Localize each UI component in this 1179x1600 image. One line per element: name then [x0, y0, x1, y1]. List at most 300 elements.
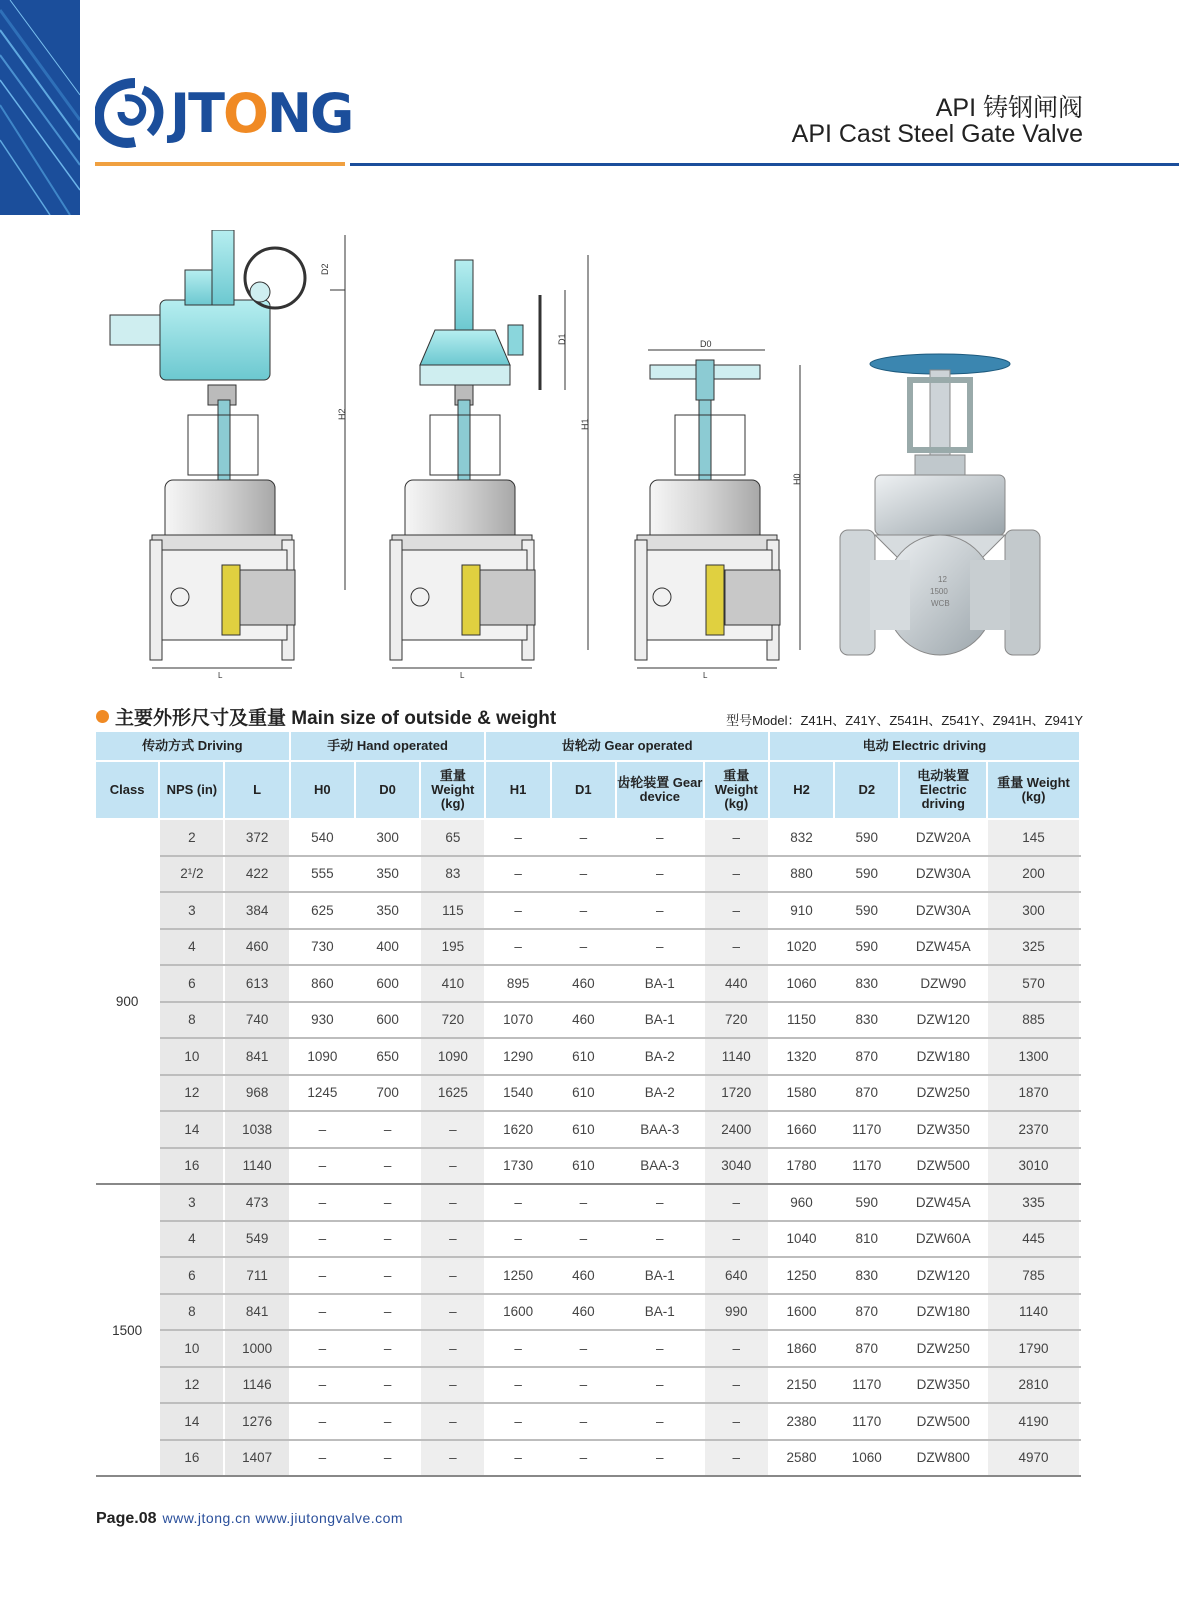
table-cell: 460 — [551, 965, 616, 1002]
group-driving: 传动方式 Driving — [96, 732, 290, 761]
section-title: 主要外形尺寸及重量 Main size of outside & weight — [96, 703, 556, 730]
table-cell: – — [551, 1367, 616, 1404]
table-cell: – — [290, 1184, 355, 1221]
table-cell: 1060 — [834, 1440, 899, 1477]
class-cell: 1500 — [96, 1184, 159, 1476]
table-cell: 830 — [834, 1257, 899, 1294]
table-cell: 600 — [355, 1002, 420, 1039]
table-cell: – — [616, 1330, 704, 1367]
table-cell: 810 — [834, 1221, 899, 1258]
table-cell: – — [420, 1111, 485, 1148]
table-cell: 1140 — [987, 1294, 1080, 1331]
table-cell: 1040 — [769, 1221, 834, 1258]
table-cell: DZW180 — [899, 1038, 987, 1075]
table-cell: 610 — [551, 1038, 616, 1075]
table-row — [96, 1184, 1080, 1221]
table-cell: 16 — [159, 1440, 224, 1477]
table-cell: – — [551, 819, 616, 856]
table-cell: – — [551, 1403, 616, 1440]
table-cell: – — [551, 929, 616, 966]
table-cell: 2400 — [704, 1111, 769, 1148]
table-row — [96, 892, 1080, 929]
table-cell: 12 — [159, 1075, 224, 1112]
model-note: 型号Model：Z41H、Z41Y、Z541H、Z541Y、Z941H、Z941Y — [726, 713, 1083, 728]
table-cell: 145 — [987, 819, 1080, 856]
table-cell: – — [355, 1367, 420, 1404]
table-cell: – — [355, 1221, 420, 1258]
table-cell: 555 — [290, 856, 355, 893]
table-cell: 711 — [224, 1257, 289, 1294]
table-row — [96, 1111, 1080, 1148]
table-cell: 930 — [290, 1002, 355, 1039]
table-row — [96, 1038, 1080, 1075]
table-cell: 610 — [551, 1148, 616, 1185]
table-cell: – — [355, 1148, 420, 1185]
table-cell: 860 — [290, 965, 355, 1002]
table-cell: 350 — [355, 892, 420, 929]
table-cell: – — [704, 1440, 769, 1477]
table-cell: 880 — [769, 856, 834, 893]
table-cell: BA-1 — [616, 1257, 704, 1294]
valve-drawings — [100, 230, 1080, 680]
table-cell: 4 — [159, 1221, 224, 1258]
table-cell: 1540 — [485, 1075, 550, 1112]
table-cell: 720 — [420, 1002, 485, 1039]
svg-text:WCB: WCB — [931, 599, 950, 608]
table-cell: DZW800 — [899, 1440, 987, 1477]
table-cell: – — [290, 1111, 355, 1148]
table-cell: DZW350 — [899, 1367, 987, 1404]
table-cell: 590 — [834, 819, 899, 856]
table-cell: 1170 — [834, 1148, 899, 1185]
table-cell: 885 — [987, 1002, 1080, 1039]
table-cell: 1250 — [769, 1257, 834, 1294]
corner-decoration — [0, 0, 80, 215]
table-cell: – — [704, 1330, 769, 1367]
table-cell: 870 — [834, 1075, 899, 1112]
table-cell: DZW45A — [899, 1184, 987, 1221]
group-hand-operated: 手动 Hand operated — [290, 732, 486, 761]
col-l: L — [224, 761, 289, 819]
table-cell: 2380 — [769, 1403, 834, 1440]
table-cell: – — [290, 1330, 355, 1367]
table-cell: DZW20A — [899, 819, 987, 856]
bullet-icon — [96, 710, 109, 723]
table-cell: 1000 — [224, 1330, 289, 1367]
table-cell: 10 — [159, 1330, 224, 1367]
table-cell: 1870 — [987, 1075, 1080, 1112]
table-cell: – — [485, 1184, 550, 1221]
table-cell: BA-1 — [616, 1294, 704, 1331]
table-cell: 300 — [987, 892, 1080, 929]
table-cell: 1090 — [290, 1038, 355, 1075]
table-cell: 1580 — [769, 1075, 834, 1112]
table-cell: 2370 — [987, 1111, 1080, 1148]
table-cell: 1170 — [834, 1403, 899, 1440]
electric-valve-drawing — [110, 230, 345, 668]
table-cell: 1245 — [290, 1075, 355, 1112]
table-cell: – — [290, 1367, 355, 1404]
table-cell: – — [616, 1221, 704, 1258]
table-cell: 300 — [355, 819, 420, 856]
table-cell: 65 — [420, 819, 485, 856]
table-row — [96, 1257, 1080, 1294]
table-cell: 1730 — [485, 1148, 550, 1185]
table-cell: – — [420, 1330, 485, 1367]
svg-text:H2: H2 — [337, 408, 347, 420]
table-cell: – — [485, 1330, 550, 1367]
logo-text: JTONG — [170, 82, 353, 145]
table-cell: 1320 — [769, 1038, 834, 1075]
table-cell: 590 — [834, 856, 899, 893]
table-cell: 1020 — [769, 929, 834, 966]
table-cell: – — [485, 929, 550, 966]
table-cell: – — [420, 1403, 485, 1440]
table-cell: – — [704, 819, 769, 856]
table-cell: – — [551, 1330, 616, 1367]
table-cell: 1600 — [485, 1294, 550, 1331]
table-cell: 650 — [355, 1038, 420, 1075]
table-cell: 895 — [485, 965, 550, 1002]
table-cell: DZW500 — [899, 1148, 987, 1185]
table-cell: 445 — [987, 1221, 1080, 1258]
table-cell: – — [704, 1184, 769, 1221]
table-cell: 832 — [769, 819, 834, 856]
table-cell: – — [616, 856, 704, 893]
col-gear-device: 齿轮装置 Gear device — [616, 761, 704, 819]
table-cell: DZW500 — [899, 1403, 987, 1440]
table-cell: 830 — [834, 1002, 899, 1039]
table-cell: 83 — [420, 856, 485, 893]
table-cell: 4190 — [987, 1403, 1080, 1440]
table-cell: 1620 — [485, 1111, 550, 1148]
table-cell: – — [551, 1221, 616, 1258]
table-cell: 12 — [159, 1367, 224, 1404]
table-cell: – — [616, 1184, 704, 1221]
table-cell: 1170 — [834, 1111, 899, 1148]
table-cell: – — [704, 1403, 769, 1440]
table-cell: – — [485, 1440, 550, 1477]
svg-text:L: L — [218, 671, 223, 680]
svg-text:L: L — [703, 671, 708, 680]
table-cell: 590 — [834, 892, 899, 929]
table-row — [96, 1403, 1080, 1440]
table-cell: – — [420, 1184, 485, 1221]
table-cell: BAA-3 — [616, 1111, 704, 1148]
table-cell: 1407 — [224, 1440, 289, 1477]
svg-text:H1: H1 — [580, 418, 590, 430]
table-cell: 2810 — [987, 1367, 1080, 1404]
table-cell: 384 — [224, 892, 289, 929]
col-d1: D1 — [551, 761, 616, 819]
table-cell: – — [485, 1221, 550, 1258]
page-footer — [96, 1510, 403, 1528]
table-cell: 440 — [704, 965, 769, 1002]
table-cell: BA-1 — [616, 965, 704, 1002]
table-cell: – — [704, 1221, 769, 1258]
page-number: Page.08 — [96, 1510, 157, 1527]
table-cell: – — [616, 1403, 704, 1440]
col-electric-device: 电动装置 Electric driving — [899, 761, 987, 819]
table-row — [96, 1367, 1080, 1404]
table-cell: BA-2 — [616, 1075, 704, 1112]
table-cell: – — [355, 1294, 420, 1331]
svg-text:D2: D2 — [320, 263, 330, 275]
table-cell: 16 — [159, 1148, 224, 1185]
table-cell: 600 — [355, 965, 420, 1002]
col-electric-weight: 重量 Weight (kg) — [987, 761, 1080, 819]
svg-text:D0: D0 — [700, 339, 712, 349]
table-cell: 2 — [159, 819, 224, 856]
table-cell: – — [290, 1221, 355, 1258]
table-cell: DZW90 — [899, 965, 987, 1002]
table-cell: 1070 — [485, 1002, 550, 1039]
table-cell: 14 — [159, 1111, 224, 1148]
svg-text:D1: D1 — [557, 333, 567, 345]
table-cell: 195 — [420, 929, 485, 966]
table-cell: – — [704, 1367, 769, 1404]
table-row — [96, 929, 1080, 966]
table-cell: 335 — [987, 1184, 1080, 1221]
table-row — [96, 819, 1080, 856]
hand-valve-drawing — [635, 350, 800, 668]
col-d0: D0 — [355, 761, 420, 819]
table-cell: 2580 — [769, 1440, 834, 1477]
table-cell: 325 — [987, 929, 1080, 966]
table-cell: 1860 — [769, 1330, 834, 1367]
table-cell: – — [355, 1330, 420, 1367]
table-cell: BAA-3 — [616, 1148, 704, 1185]
col-gear-weight: 重量 Weight (kg) — [704, 761, 769, 819]
table-cell: – — [616, 892, 704, 929]
col-h0: H0 — [290, 761, 355, 819]
table-cell: 1290 — [485, 1038, 550, 1075]
table-cell: – — [616, 929, 704, 966]
table-cell: 1038 — [224, 1111, 289, 1148]
col-h2: H2 — [769, 761, 834, 819]
col-class: Class — [96, 761, 159, 819]
table-cell: DZW180 — [899, 1294, 987, 1331]
table-cell: 3040 — [704, 1148, 769, 1185]
table-cell: 1090 — [420, 1038, 485, 1075]
table-row — [96, 1294, 1080, 1331]
table-row — [96, 856, 1080, 893]
table-cell: – — [616, 1367, 704, 1404]
table-cell: 540 — [290, 819, 355, 856]
table-cell: – — [290, 1257, 355, 1294]
table-cell: 3 — [159, 1184, 224, 1221]
table-cell: – — [355, 1440, 420, 1477]
table-cell: 785 — [987, 1257, 1080, 1294]
table-cell: 14 — [159, 1403, 224, 1440]
table-cell: 570 — [987, 965, 1080, 1002]
table-cell: – — [551, 892, 616, 929]
table-cell: 115 — [420, 892, 485, 929]
table-cell: 1625 — [420, 1075, 485, 1112]
table-cell: 730 — [290, 929, 355, 966]
table-cell: 1150 — [769, 1002, 834, 1039]
table-cell: 870 — [834, 1330, 899, 1367]
table-cell: 830 — [834, 965, 899, 1002]
table-cell: – — [485, 1367, 550, 1404]
table-cell: 1140 — [704, 1038, 769, 1075]
table-cell: 6 — [159, 965, 224, 1002]
table-cell: 610 — [551, 1111, 616, 1148]
header-rule — [350, 163, 1179, 166]
table-cell: 960 — [769, 1184, 834, 1221]
table-cell: – — [290, 1148, 355, 1185]
table-cell: 6 — [159, 1257, 224, 1294]
table-cell: 410 — [420, 965, 485, 1002]
table-cell: – — [485, 892, 550, 929]
table-cell: 1060 — [769, 965, 834, 1002]
table-cell: – — [485, 856, 550, 893]
svg-text:12: 12 — [938, 575, 947, 584]
table-cell: – — [704, 892, 769, 929]
table-cell: 610 — [551, 1075, 616, 1112]
table-cell: 422 — [224, 856, 289, 893]
table-cell: 200 — [987, 856, 1080, 893]
table-cell: – — [485, 819, 550, 856]
table-cell: 740 — [224, 1002, 289, 1039]
table-cell: – — [420, 1440, 485, 1477]
table-cell: 1720 — [704, 1075, 769, 1112]
size-weight-table — [96, 732, 1081, 1477]
table-cell: – — [551, 1440, 616, 1477]
valve-photo — [840, 354, 1040, 655]
table-cell: – — [704, 856, 769, 893]
table-cell: 1660 — [769, 1111, 834, 1148]
table-cell: 968 — [224, 1075, 289, 1112]
table-cell: 1250 — [485, 1257, 550, 1294]
table-cell: 841 — [224, 1038, 289, 1075]
table-cell: DZW120 — [899, 1257, 987, 1294]
page-title-cn: API 铸钢闸阀 — [935, 94, 1083, 122]
col-nps: NPS (in) — [159, 761, 224, 819]
table-cell: 4970 — [987, 1440, 1080, 1477]
table-cell: – — [551, 856, 616, 893]
table-cell: 460 — [551, 1257, 616, 1294]
table-cell: 590 — [834, 1184, 899, 1221]
class-cell: 900 — [96, 819, 159, 1184]
header-accent-line — [95, 162, 345, 166]
table-cell: 910 — [769, 892, 834, 929]
table-cell: – — [290, 1403, 355, 1440]
table-cell: – — [485, 1403, 550, 1440]
table-cell: – — [420, 1148, 485, 1185]
table-cell: 990 — [704, 1294, 769, 1331]
table-cell: 1790 — [987, 1330, 1080, 1367]
table-cell: 625 — [290, 892, 355, 929]
table-cell: – — [290, 1294, 355, 1331]
table-cell: DZW350 — [899, 1111, 987, 1148]
table-cell: 10 — [159, 1038, 224, 1075]
table-cell: 613 — [224, 965, 289, 1002]
table-cell: 350 — [355, 856, 420, 893]
table-cell: 870 — [834, 1038, 899, 1075]
table-cell: – — [551, 1184, 616, 1221]
table-row — [96, 1148, 1080, 1185]
table-cell: 400 — [355, 929, 420, 966]
table-cell: 473 — [224, 1184, 289, 1221]
table-cell: DZW30A — [899, 856, 987, 893]
group-electric-driving: 电动 Electric driving — [769, 732, 1080, 761]
websites: www.jtong.cn www.jiutongvalve.com — [162, 1510, 404, 1526]
table-cell: 372 — [224, 819, 289, 856]
col-hand-weight: 重量 Weight (kg) — [420, 761, 485, 819]
table-cell: 3010 — [987, 1148, 1080, 1185]
table-cell: 1276 — [224, 1403, 289, 1440]
table-cell: 1600 — [769, 1294, 834, 1331]
table-cell: DZW60A — [899, 1221, 987, 1258]
table-cell: – — [420, 1367, 485, 1404]
table-cell: 870 — [834, 1294, 899, 1331]
svg-text:1500: 1500 — [930, 587, 948, 596]
table-cell: 4 — [159, 929, 224, 966]
table-cell: DZW30A — [899, 892, 987, 929]
table-cell: BA-1 — [616, 1002, 704, 1039]
table-row — [96, 1440, 1080, 1477]
table-cell: DZW250 — [899, 1075, 987, 1112]
table-cell: – — [420, 1221, 485, 1258]
table-cell: 1170 — [834, 1367, 899, 1404]
table-cell: 8 — [159, 1294, 224, 1331]
table-row — [96, 1002, 1080, 1039]
table-cell: 1780 — [769, 1148, 834, 1185]
table-cell: – — [704, 929, 769, 966]
table-cell: 3 — [159, 892, 224, 929]
table-cell: BA-2 — [616, 1038, 704, 1075]
table-row — [96, 965, 1080, 1002]
table-cell: – — [355, 1184, 420, 1221]
table-row — [96, 1075, 1080, 1112]
page-title-en: API Cast Steel Gate Valve — [791, 120, 1083, 148]
col-h1: H1 — [485, 761, 550, 819]
table-cell: – — [355, 1403, 420, 1440]
table-cell: – — [290, 1440, 355, 1477]
table-cell: 2¹/2 — [159, 856, 224, 893]
table-cell: – — [616, 1440, 704, 1477]
col-d2: D2 — [834, 761, 899, 819]
table-cell: – — [420, 1257, 485, 1294]
table-cell: DZW250 — [899, 1330, 987, 1367]
table-cell: – — [616, 819, 704, 856]
table-cell: 549 — [224, 1221, 289, 1258]
svg-text:L: L — [460, 671, 465, 680]
table-cell: – — [420, 1294, 485, 1331]
table-cell: 460 — [224, 929, 289, 966]
table-cell: – — [355, 1257, 420, 1294]
table-cell: 841 — [224, 1294, 289, 1331]
table-cell: 460 — [551, 1002, 616, 1039]
table-row — [96, 1221, 1080, 1258]
table-cell: – — [355, 1111, 420, 1148]
svg-text:H0: H0 — [792, 473, 802, 485]
group-gear-operated: 齿轮动 Gear operated — [485, 732, 768, 761]
table-cell: 590 — [834, 929, 899, 966]
table-cell: 2150 — [769, 1367, 834, 1404]
table-cell: 700 — [355, 1075, 420, 1112]
table-cell: 1140 — [224, 1148, 289, 1185]
table-cell: 1300 — [987, 1038, 1080, 1075]
table-cell: 640 — [704, 1257, 769, 1294]
table-cell: DZW45A — [899, 929, 987, 966]
gear-valve-drawing — [390, 255, 588, 668]
table-row — [96, 1330, 1080, 1367]
table-cell: 720 — [704, 1002, 769, 1039]
table-cell: 460 — [551, 1294, 616, 1331]
table-cell: DZW120 — [899, 1002, 987, 1039]
